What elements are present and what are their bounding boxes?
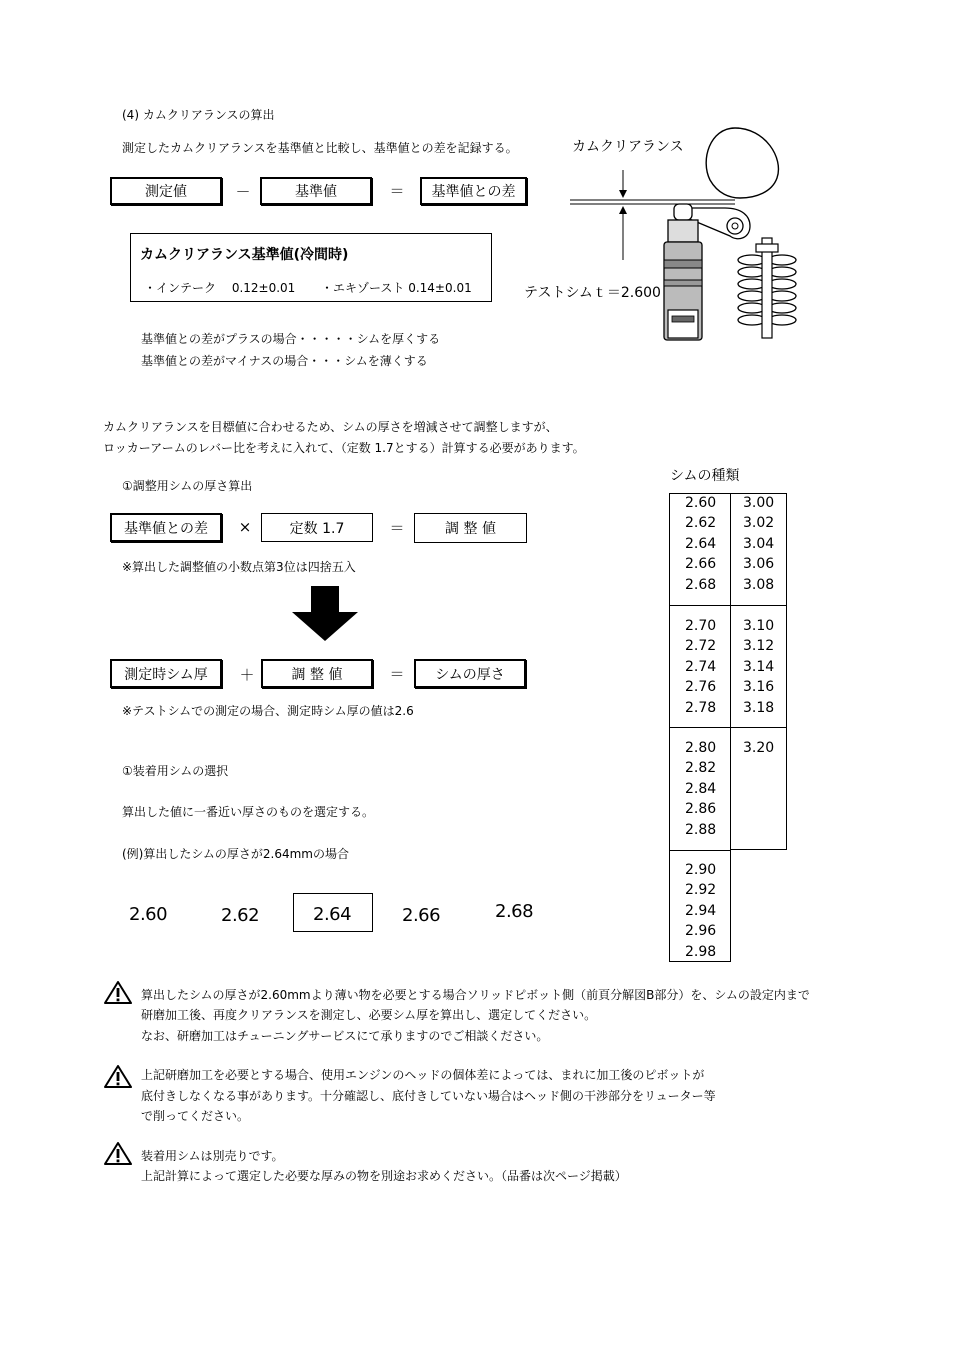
- down-arrow-icon: [291, 586, 359, 642]
- shim-group-left-4: [685, 860, 716, 962]
- shim-size: 3.18: [743, 699, 775, 716]
- shim-size: 2.68: [685, 576, 717, 593]
- rounding-note: ※算出した調整値の小数点第3位は四捨五入: [122, 560, 356, 574]
- formula3-shim-thickness-box: シムの厚さ: [414, 659, 526, 688]
- formula3-plus: ＋: [239, 666, 255, 684]
- shim-size: 2.76: [685, 679, 717, 696]
- example-value: 2.60: [129, 904, 168, 925]
- standard-exhaust: ・エキゾースト 0.14±0.01: [321, 281, 472, 295]
- shim-size: 3.02: [743, 515, 775, 532]
- warning1-line3: なお、研磨加工はチューニングサービスにて承りますのでご相談ください。: [141, 1029, 549, 1043]
- formula3-adjust-box: 調 整 値: [261, 659, 373, 688]
- example-value-selected: 2.64: [313, 904, 352, 925]
- shim-group-right-2: [743, 616, 774, 718]
- shim-size: 3.00: [743, 495, 775, 511]
- lever-note-line2: ロッカーアームのレバー比を考えに入れて、（定数 1.7とする）計算する必要があります。: [103, 441, 585, 455]
- formula3-equals: ＝: [389, 665, 405, 683]
- shim-group-right-1: [743, 493, 774, 595]
- formula1-equals: ＝: [389, 182, 405, 200]
- shim-size: 2.60: [685, 495, 717, 511]
- warning3-line2: 上記計算によって選定した必要な厚みの物を別途お求めください。（品番は次ページ掲載）: [141, 1169, 627, 1183]
- shim-size: 2.66: [685, 556, 717, 573]
- shim-size: 2.64: [685, 535, 717, 552]
- formula1-diff-box: 基準値との差: [420, 177, 527, 205]
- shim-size: 2.72: [685, 638, 717, 655]
- shim-size: 2.80: [685, 740, 717, 756]
- formula2-diff-box: 基準値との差: [110, 513, 222, 542]
- shim-size: 2.74: [685, 658, 717, 675]
- diagram-testshim-label: テストシムｔ＝2.600: [524, 285, 661, 301]
- shim-size: 2.98: [685, 943, 717, 960]
- formula3-measured-shim-box: 測定時シム厚: [110, 659, 222, 688]
- warning1-line1: 算出したシムの厚さが2.60mmより薄い物を必要とする場合ソリッドピボット側（前頁分解図B部分）を、シムの設定内まで: [141, 988, 810, 1002]
- shim-size: 3.06: [743, 556, 775, 573]
- warning-icon: [104, 1064, 132, 1089]
- formula2-times: ×: [238, 518, 252, 536]
- standard-intake: ・インテーク 0.12±0.01: [144, 281, 296, 295]
- formula2-constant-box: 定数 1.7: [261, 513, 373, 542]
- rule-minus: 基準値との差がマイナスの場合・・・シムを薄くする: [141, 354, 428, 368]
- shim-size: 2.90: [685, 862, 717, 878]
- shim-size: 2.78: [685, 699, 717, 716]
- shim-group-left-3: [685, 738, 716, 840]
- shim-size: 3.10: [743, 618, 775, 634]
- formula1-standard-box: 基準値: [260, 177, 372, 205]
- warning-icon: [104, 1141, 132, 1166]
- shim-size: 3.04: [743, 535, 775, 552]
- formula1-minus: －: [235, 183, 251, 201]
- shim-size: 2.70: [685, 618, 717, 634]
- shim-size: 2.94: [685, 902, 717, 919]
- shim-size: 2.92: [685, 882, 717, 899]
- warning2-line1: 上記研磨加工を必要とする場合、使用エンジンのヘッドの個体差によっては、まれに加工後のピボットが: [141, 1068, 705, 1082]
- example-title: (例)算出したシムの厚さが2.64mmの場合: [122, 847, 349, 861]
- example-value: 2.62: [221, 905, 260, 926]
- formula2-adjust-box: 調 整 値: [414, 513, 527, 543]
- calc-title: ①調整用シムの厚さ算出: [122, 479, 253, 493]
- standard-value-box: [130, 233, 492, 302]
- formula1-measured-box: 測定値: [110, 177, 222, 205]
- warning3-line1: 装着用シムは別売りです。: [141, 1149, 284, 1163]
- rule-plus: 基準値との差がプラスの場合・・・・・シムを厚くする: [141, 332, 441, 346]
- shim-size: 2.82: [685, 760, 717, 777]
- diagram-clearance-label: カムクリアランス: [572, 139, 684, 155]
- shim-types-title: シムの種類: [670, 468, 740, 484]
- shim-size: 2.86: [685, 801, 717, 818]
- select-desc: 算出した値に一番近い厚さのものを選定する。: [122, 805, 375, 819]
- formula2-equals: ＝: [389, 519, 405, 537]
- standard-title: カムクリアランス基準値(冷間時): [140, 247, 349, 263]
- shim-size: 3.12: [743, 638, 775, 655]
- shim-size: 2.84: [685, 780, 717, 797]
- cam-clearance-diagram: [560, 120, 810, 345]
- warning1-line2: 研磨加工後、再度クリアランスを測定し、必要シム厚を算出し、選定してください。: [141, 1008, 597, 1022]
- shim-size: 3.20: [743, 740, 775, 756]
- shim-size: 3.16: [743, 679, 775, 696]
- shim-size: 2.96: [685, 923, 717, 940]
- select-title: ①装着用シムの選択: [122, 764, 229, 778]
- shim-group-left-2: [685, 616, 716, 718]
- example-value: 2.66: [402, 905, 441, 926]
- testshim-note: ※テストシムでの測定の場合、測定時シム厚の値は2.6: [122, 704, 414, 718]
- warning2-line3: で削ってください。: [141, 1109, 250, 1123]
- shim-size: 2.88: [685, 821, 717, 838]
- example-value: 2.68: [495, 901, 534, 922]
- shim-size: 3.14: [743, 658, 775, 675]
- shim-group-left-1: [685, 493, 716, 595]
- warning-icon: [104, 980, 132, 1005]
- lever-note-line1: カムクリアランスを目標値に合わせるため、シムの厚さを増減させて調整しますが、: [103, 420, 558, 434]
- shim-size: 2.62: [685, 515, 717, 532]
- section-title: (4) カムクリアランスの算出: [122, 108, 275, 122]
- warning2-line2: 底付きしなくなる事があります。十分確認し、底付きしていない場合はヘッド側の干渉部分をリューター等: [141, 1089, 716, 1103]
- shim-group-right-3: [743, 738, 774, 758]
- intro-text: 測定したカムクリアランスを基準値と比較し、基準値との差を記録する。: [122, 141, 518, 155]
- shim-size: 3.08: [743, 576, 775, 593]
